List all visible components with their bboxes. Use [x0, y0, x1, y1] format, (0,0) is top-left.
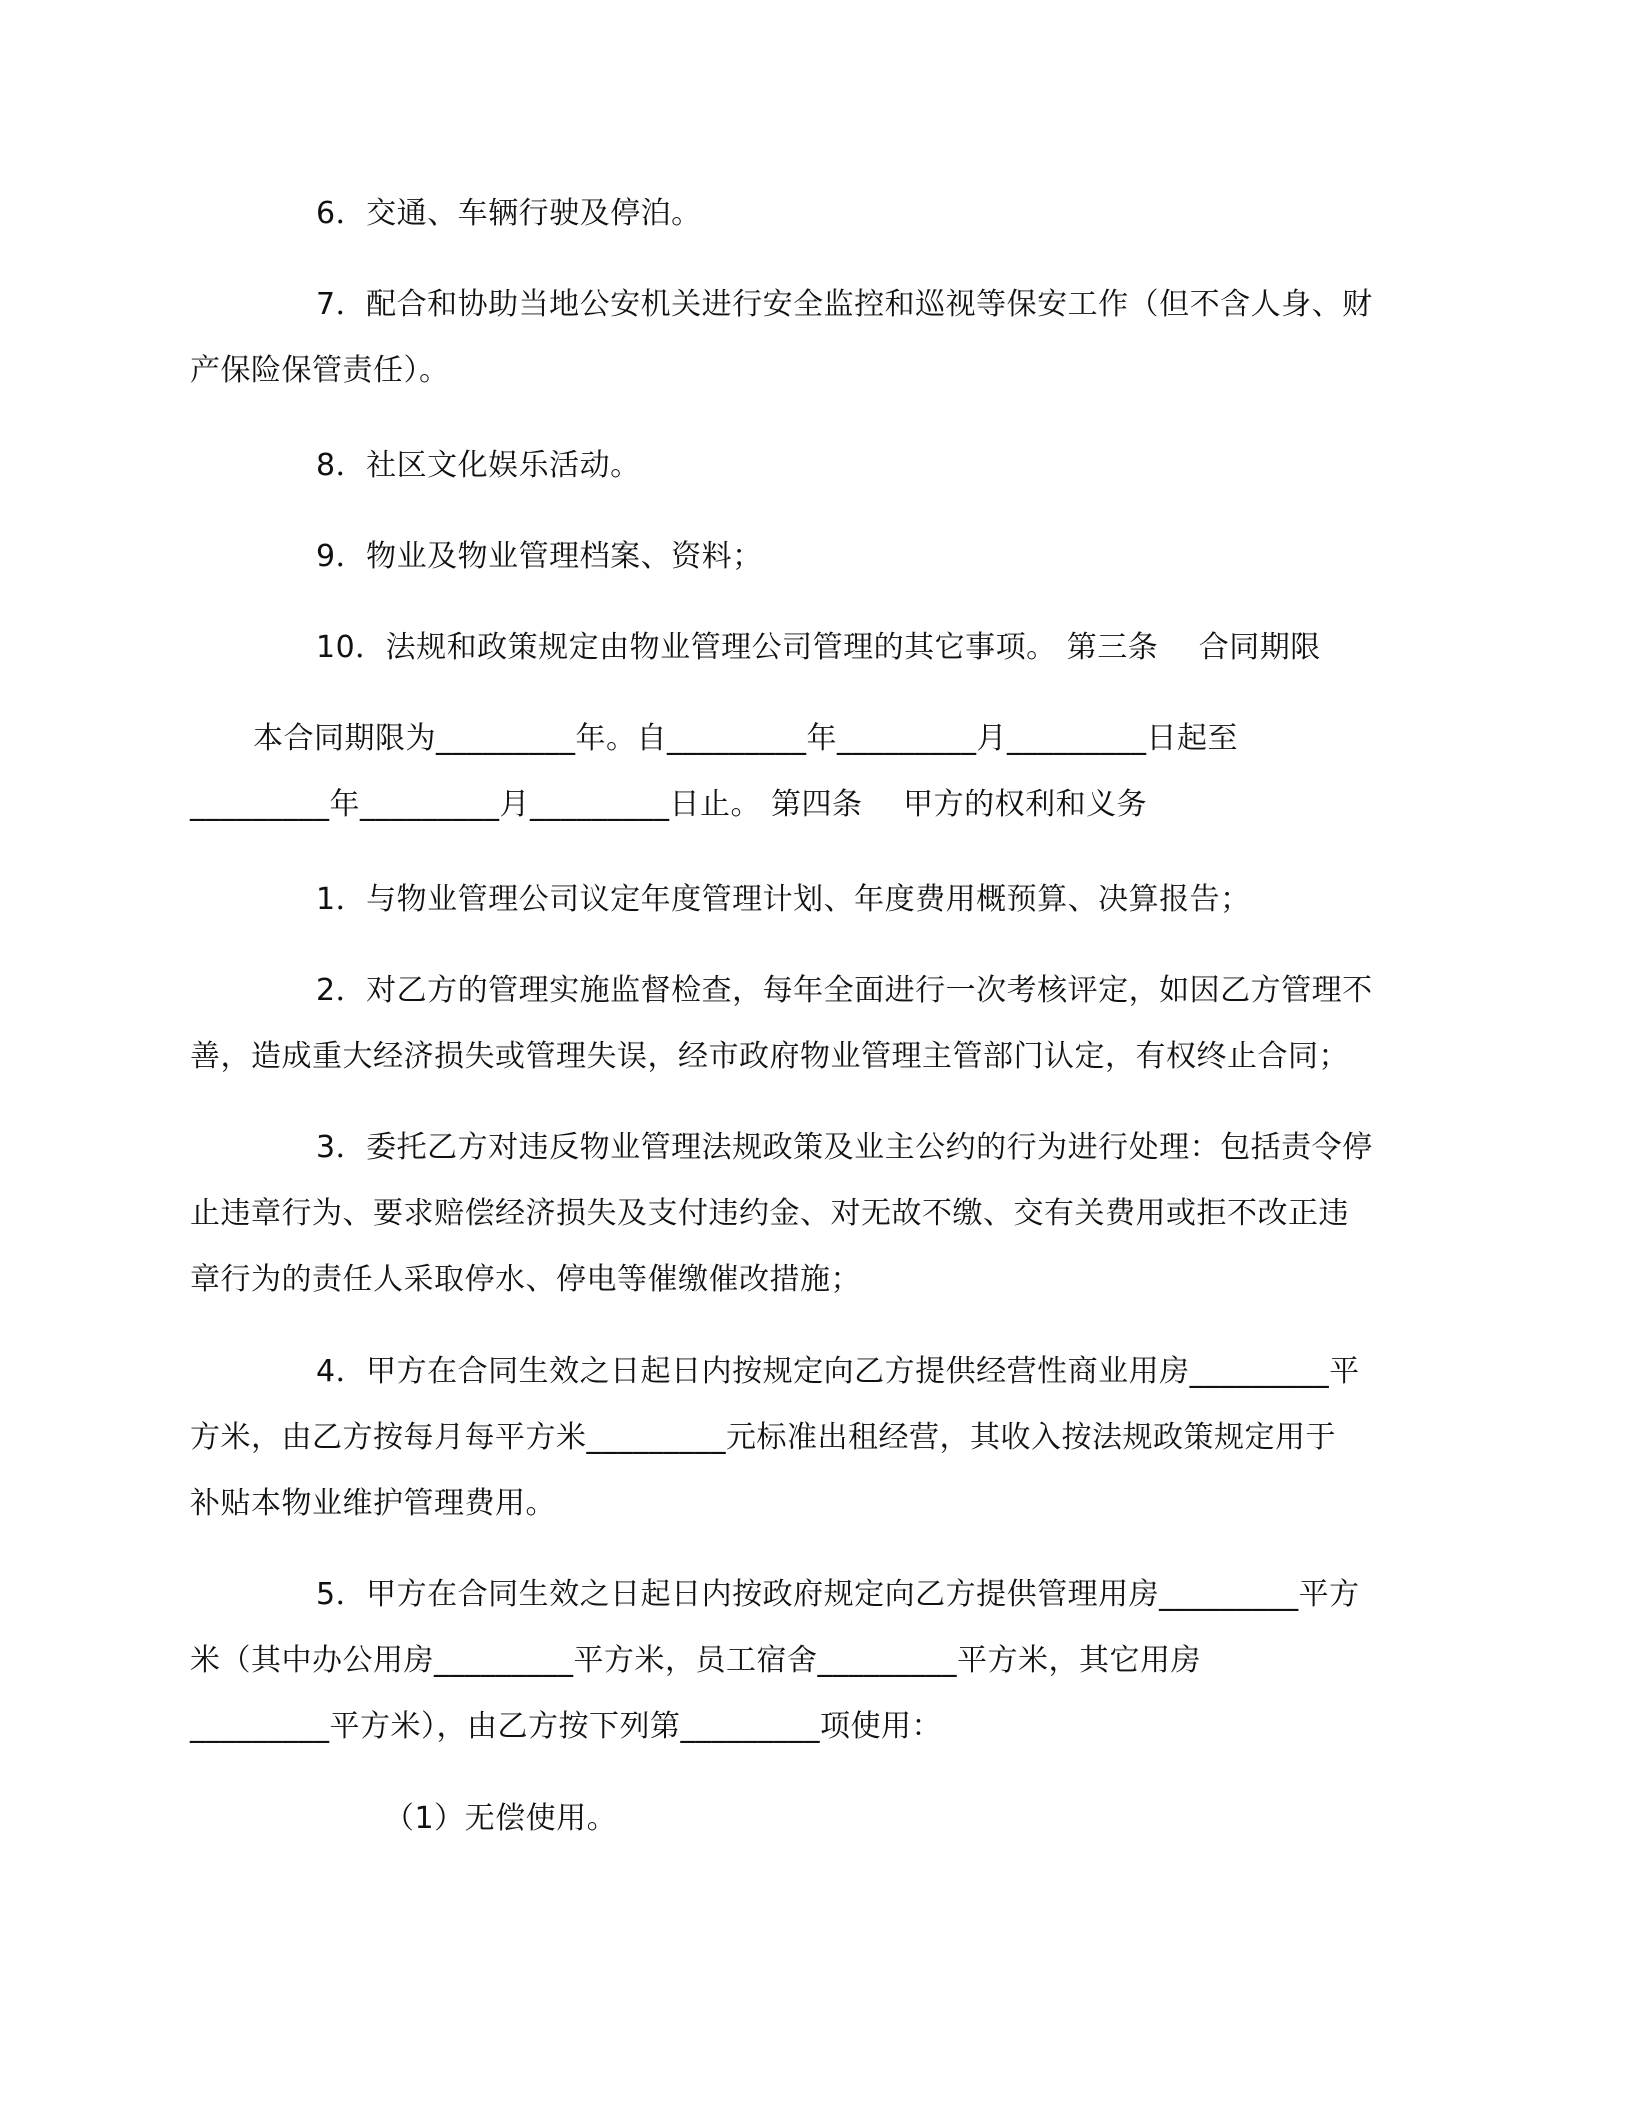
text-line: 5．甲方在合同生效之日起日内按政府规定向乙方提供管理用房_________平方: [316, 1577, 1360, 1612]
text-line: 9．物业及物业管理档案、资料；: [316, 539, 763, 574]
text-line: 善，造成重大经济损失或管理失误，经市政府物业管理主管部门认定，有权终止合同；: [190, 1039, 1349, 1074]
text-line: 补贴本物业维护管理费用。: [190, 1486, 556, 1521]
text-line: _________年_________月_________日止。 第四条 甲方的权利和义务: [190, 787, 1148, 822]
text-line: 止违章行为、要求赔偿经济损失及支付违约金、对无故不缴、交有关费用或拒不改正违: [190, 1196, 1349, 1231]
text-line: 章行为的责任人采取停水、停电等催缴催改措施；: [190, 1262, 861, 1297]
text-line: 3．委托乙方对违反物业管理法规政策及业主公约的行为进行处理：包括责令停: [316, 1130, 1373, 1165]
text-line: 方米，由乙方按每月每平方米_________元标准出租经营，其收入按法规政策规定用于: [190, 1420, 1336, 1455]
text-line: 产保险保管责任）。: [190, 353, 450, 388]
text-line: _________平方米），由乙方按下列第_________项使用：: [190, 1709, 942, 1744]
text-line: 8．社区文化娱乐活动。: [316, 448, 641, 483]
text-line: 2．对乙方的管理实施监督检查，每年全面进行一次考核评定，如因乙方管理不: [316, 973, 1373, 1008]
text-line: 1．与物业管理公司议定年度管理计划、年度费用概预算、决算报告；: [316, 882, 1251, 917]
text-line: （1）无偿使用。: [384, 1801, 618, 1836]
text-line: 10．法规和政策规定由物业管理公司管理的其它事项。 第三条 合同期限: [316, 630, 1321, 665]
text-line: 本合同期限为_________年。自_________年_________月_________日起至: [253, 721, 1238, 756]
text-line: 6．交通、车辆行驶及停泊。: [316, 196, 702, 231]
text-line: 4．甲方在合同生效之日起日内按规定向乙方提供经营性商业用房_________平: [316, 1354, 1360, 1389]
text-line: 米（其中办公用房_________平方米，员工宿舍_________平方米，其它用房: [190, 1643, 1201, 1678]
text-line: 7．配合和协助当地公安机关进行安全监控和巡视等保安工作（但不含人身、财: [316, 287, 1373, 322]
